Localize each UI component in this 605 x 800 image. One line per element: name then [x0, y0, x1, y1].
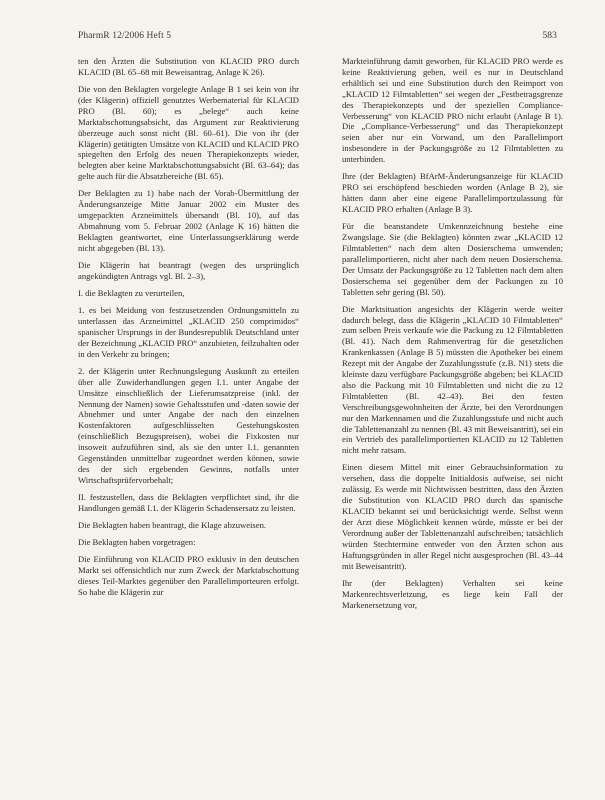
- paragraph: Für die beanstandete Umkennzeichnung bestehe eine Zwangslage. Sie (die Beklagten) könnten zwar „KLACID 12 Filmtabletten“ nach dem alten Dosierschema umwenden; parallelimportieren, nicht aber nach dem neuen Dosierschema. Der Umsatz der Packungsgröße zu 12 Tabletten nach dem alten Dosierschema sei gegenüber dem der Packungen zu 10 Tabletten sehr gering (Bl. 50).: [342, 221, 563, 297]
- page-number: 583: [542, 31, 557, 41]
- paragraph: Die von den Beklagten vorgelegte Anlage B 1 sei kein von ihr (der Klägerin) offiziell genutztes Werbematerial für KLACID PRO (Bl. 60); es „belege“ auch keine Marktabschottungsabsicht, das Argument zur Reaktivierung überzeuge auch sonst nicht (Bl. 60–61). Die von ihr (der Klägerin) getätigten Umsätze von KLACID und KLACID PRO spiegelten den Erfolg des neuen Therapiekonzepts wieder, belegten aber keine Marktabschottungsabsicht (Bl. 63–64); das gelte auch für die Absatzbereiche (Bl. 65).: [78, 84, 299, 182]
- paragraph: Ihre (der Beklagten) BfArM-Änderungsanzeige für KLACID PRO sei erschöpfend beschieden worden (Anlage B 2), sie hätten dann aber eine eigene Parallelimportzulassung für KLACID PRO erhalten (Anlage B 3).: [342, 171, 563, 214]
- paragraph: 2. der Klägerin unter Rechnungslegung Auskunft zu erteilen über alle Zuwiderhandlungen gegen I.1. unter Angabe der Umsätze einschließlich der Lieferumsatzpreise (inkl. der Nennung der Namen) sowie Gehaltsstufen und -daten sowie der Abnehmer und unter Angabe der nach den einzelnen Kostenfaktoren aufgeschlüsselten Gestehungskosten (einschließlich Bezugspreisen), wobei die Fixkosten nur insoweit aufzuführen sind, als sie den unter I.1. genannten Gegenständen unmittelbar zugeordnet werden können, sowie des der sich ergebenden Gewinns, notfalls unter Wirtschaftsprüfervorbehalt;: [78, 365, 299, 485]
- paragraph: Die Beklagten haben vorgetragen:: [78, 537, 196, 548]
- paragraph: Der Beklagten zu 1) habe nach der Vorab-Übermittlung der Änderungsanzeige Mitte Januar 2002 ein Muster des umgepackten Arzneimittels übersandt (Bl. 10), auf das Abmahnung vom 5. Februar 2002 (Anlage K 16) hätten die Beklagten geantwortet, eine Unterlassungserklärung werde nicht abgegeben (Bl. 13).: [78, 188, 299, 253]
- left-column: [78, 56, 299, 604]
- paragraph: Die Einführung von KLACID PRO exklusiv in den deutschen Markt sei offensichtlich nur zum Zweck der Marktabschottung dieses Teil-Marktes gegenüber den Parallelimporteuren erfolgt. So habe die Klägerin zur: [78, 554, 299, 597]
- paragraph: Ihr (der Beklagten) Verhalten sei keine Markenrechtsverletzung, es liege kein Fall der Markenersetzung vor,: [342, 577, 563, 610]
- paragraph: Markteinführung damit geworben, für KLACID PRO werde es keine Reaktivierung geben, weil es nur in Deutschland erhältlich sei und eine Substitution durch den Reimport von „KLACID 12 Filmtabletten“ sei wegen der „Festbetragsgrenze des Therapiekonzepts und der speziellen Compliance-Verbesserung“ von KLACID PRO nicht erlaubt (Anlage B 1). Die „Compliance-Verbesserung“ und das Therapiekonzept seien aber nur ein Vorwand, um den Parallelimport insbesondere in der Packungsgröße zu 12 Filmtabletten zu unterbinden.: [342, 56, 563, 165]
- paragraph: I. die Beklagten zu verurteilen,: [78, 287, 185, 298]
- paragraph: Die Marktsituation angesichts der Klägerin werde weiter dadurch belegt, dass die Klägerin „KLACID 10 Filmtabletten“ zum selben Preis verkaufe wie die Packung zu 12 Filmtabletten (Bl. 41). Nach dem Rahmenvertrag für die gesetzlichen Krankenkassen (Anlage B 5) müssten die Apotheker bei einem Rezept mit der Angabe der Zuzahlungsstufe (z.B. N1) stets die kleinste dazu verfügbare Packungsgröße abgeben; bei KLACID also die Packung mit 10 Filmtabletten und nicht die zu 12 Filmtabletten (Bl. 42–43). Bei den festen Verschreibungsgewohnheiten der Ärzte, bei den Verordnungen nur den Markennamen und die Zuzahlungsstufe und nicht auch die Tablettenanzahl zu nennen (Bl. 43 mit Beweisantritt), sei ein ein Vertrieb des parallelimportierten KLACID zu 12 Tabletten nicht mehr ratsam.: [342, 303, 563, 456]
- right-column: [342, 56, 563, 617]
- paragraph: 1. es bei Meidung von festzusetzenden Ordnungsmitteln zu unterlassen das Arzneimittel „KLACID 250 comprimidos“ spanischer Ursprungs in der Bundesrepublik Deutschland unter der Bezeichnung „KLACID PRO“ anzubieten, feilzuhalten oder in den Verkehr zu bringen;: [78, 305, 299, 359]
- paragraph: Einen diesem Mittel mit einer Gebrauchsinformation zu versehen, dass die doppelte Initialdosis aufweise, sei nicht zulässig. Es werde mit Nichtwissen bestritten, dass den Ärzten die Substitution von KLACID PRO durch das spanische KLACID bekannt sei und berücksichtigt werde. Selbst wenn der Arzt diese Möglichkeit kennen würde, müsste er bei der Verordnung außer der Tablettenanzahl aufschreiben; tatsächlich würden Stechtermine entweder von den Ärzten schon aus Haftungsgründen in aller Regel nicht ausgesprochen (Bl. 43–44 mit Beweisantritt).: [342, 462, 563, 571]
- paragraph: ten den Ärzten die Substitution von KLACID PRO durch KLACID (Bl. 65–68 mit Beweisantrag, Anlage K 26).: [78, 56, 299, 77]
- paragraph: Die Beklagten haben beantragt, die Klage abzuweisen.: [78, 519, 267, 530]
- journal-title: PharmR 12/2006 Heft 5: [78, 31, 172, 41]
- paragraph: Die Klägerin hat beantragt (wegen des ursprünglich angekündigten Antrags vgl. Bl. 2–3),: [78, 259, 299, 281]
- paragraph: II. festzustellen, dass die Beklagten verpflichtet sind, ihr die Handlungen gemäß I.1. der Klägerin Schadensersatz zu leisten.: [78, 491, 299, 513]
